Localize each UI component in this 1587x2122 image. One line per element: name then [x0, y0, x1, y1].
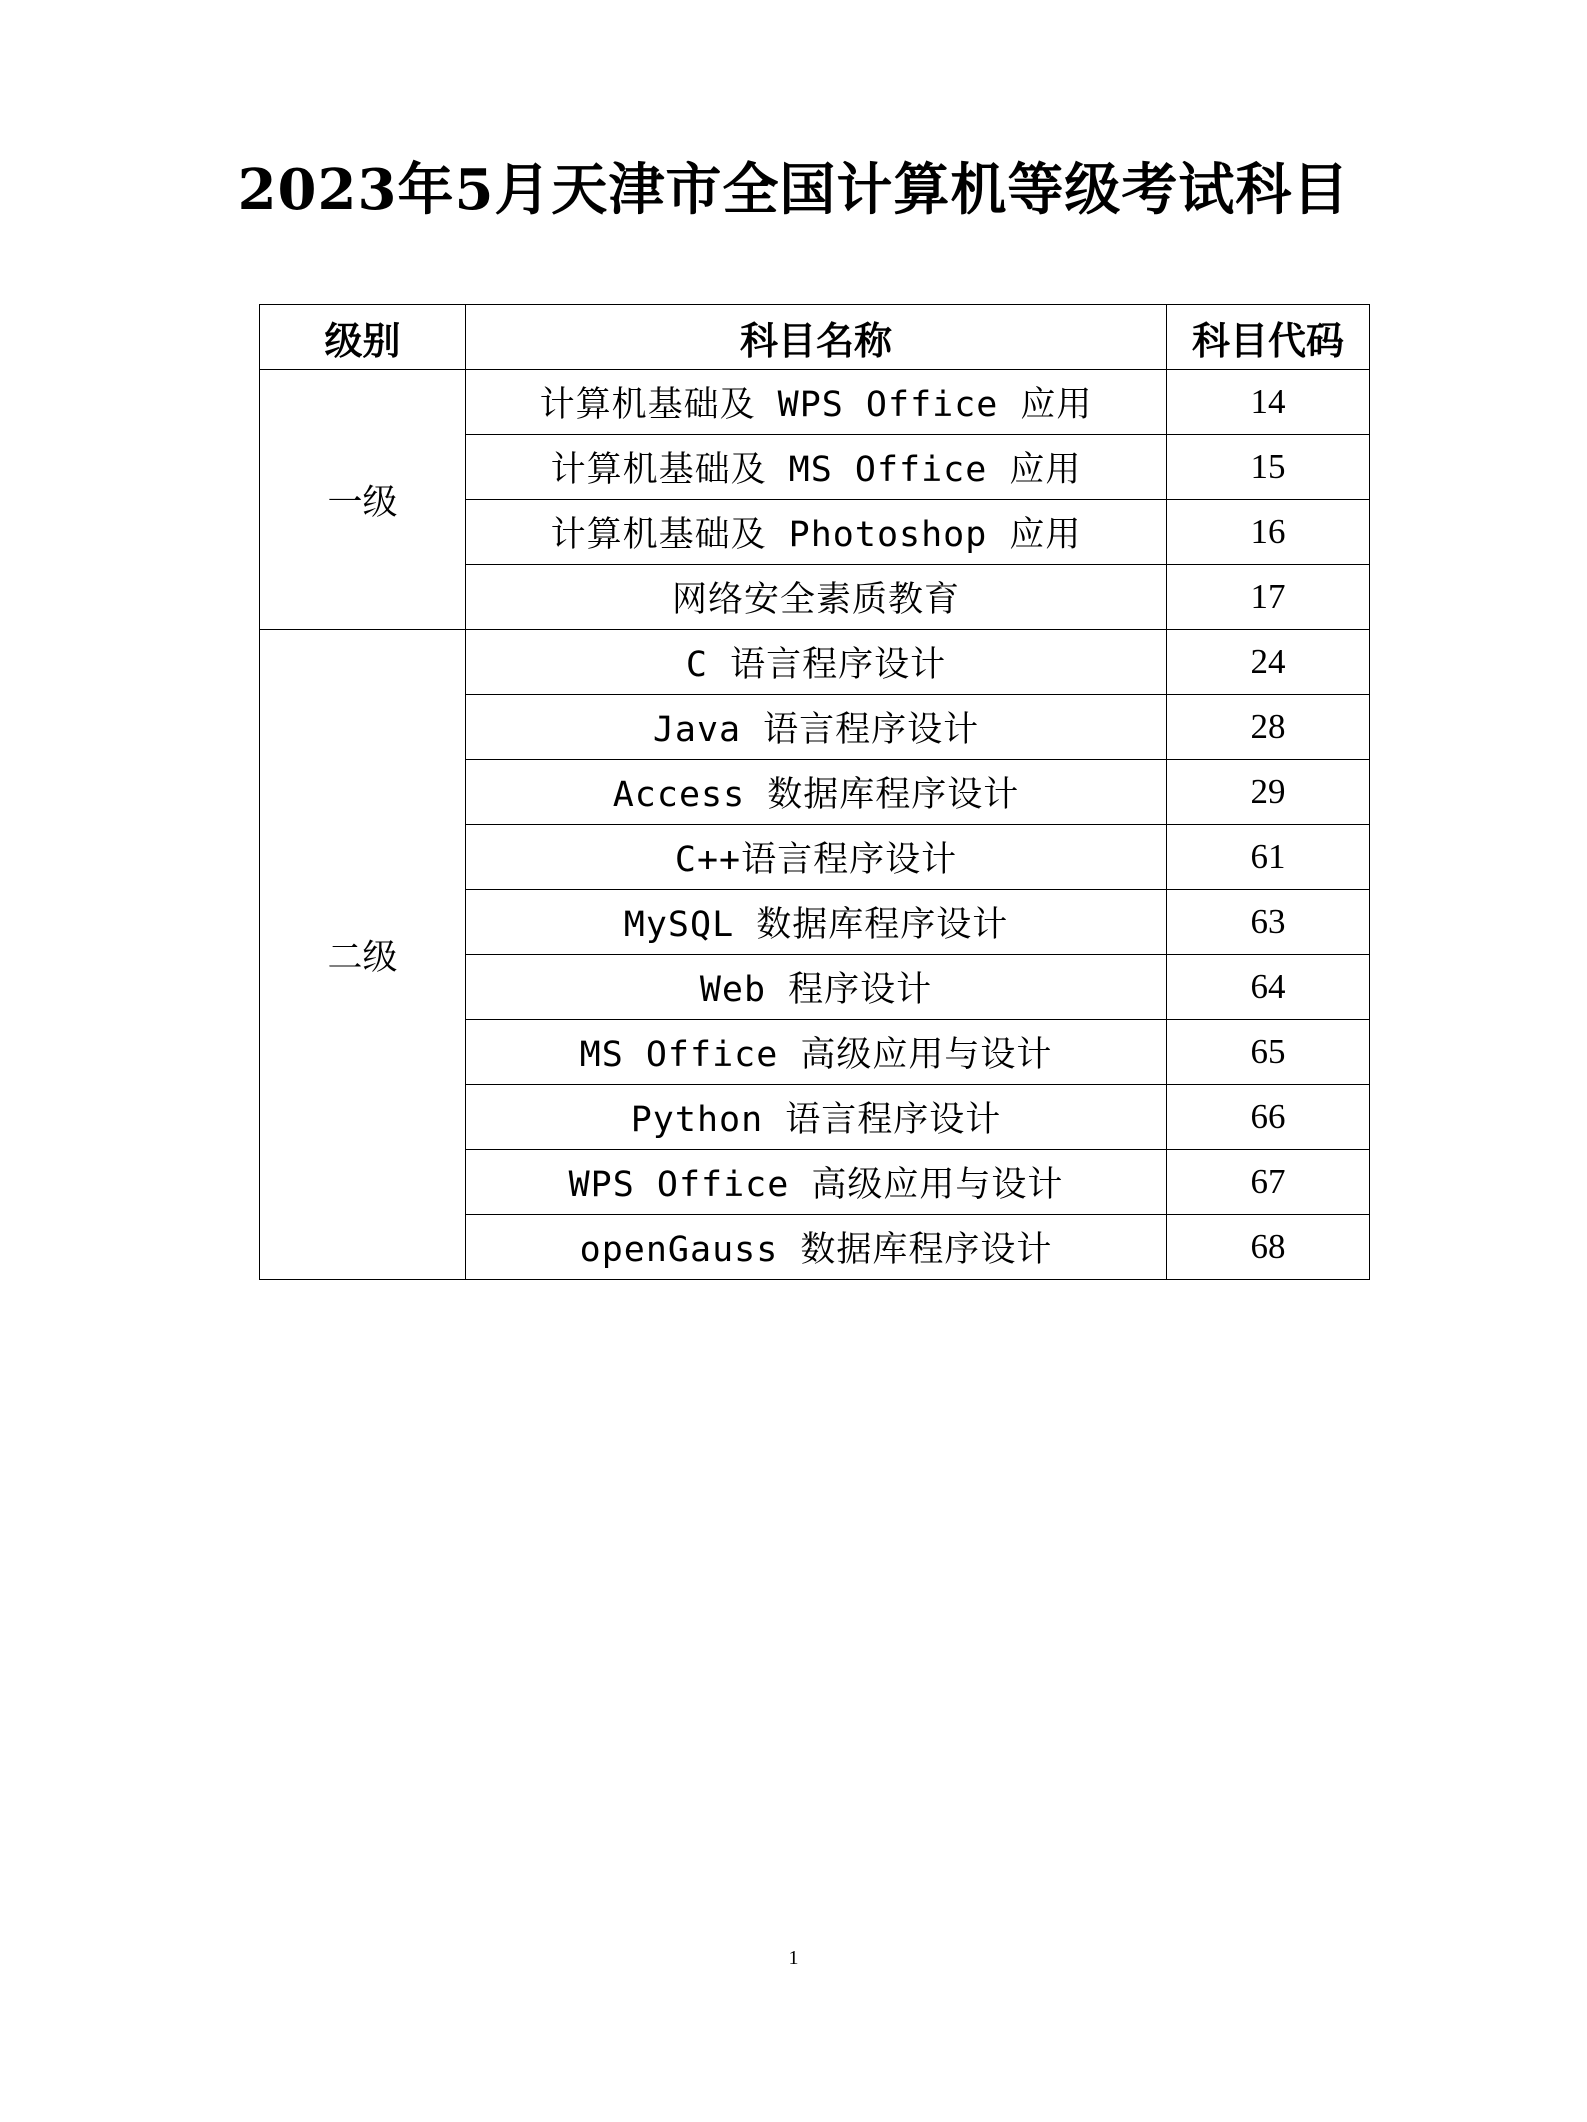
subject-code: 15 [1167, 435, 1370, 500]
subject-code: 28 [1167, 695, 1370, 760]
table-row [260, 370, 1370, 435]
subject-name: Web 程序设计 [466, 955, 1167, 1020]
subject-code: 16 [1167, 500, 1370, 565]
subject-name: C++语言程序设计 [466, 825, 1167, 890]
subject-code: 65 [1167, 1020, 1370, 1085]
subject-name: MySQL 数据库程序设计 [466, 890, 1167, 955]
subject-name: 计算机基础及 Photoshop 应用 [466, 500, 1167, 565]
subject-code: 67 [1167, 1150, 1370, 1215]
subject-name: Access 数据库程序设计 [466, 760, 1167, 825]
subject-code: 17 [1167, 565, 1370, 630]
subject-table [259, 304, 1370, 1280]
subject-name: MS Office 高级应用与设计 [466, 1020, 1167, 1085]
page-number: 1 [788, 1947, 799, 1969]
header-subject-code: 科目代码 [1167, 305, 1370, 370]
table-row [260, 630, 1370, 695]
subject-name: C 语言程序设计 [466, 630, 1167, 695]
subject-name: 计算机基础及 WPS Office 应用 [466, 370, 1167, 435]
subject-code: 64 [1167, 955, 1370, 1020]
subject-name: WPS Office 高级应用与设计 [466, 1150, 1167, 1215]
subject-code: 63 [1167, 890, 1370, 955]
subject-name: 网络安全素质教育 [466, 565, 1167, 630]
subject-name: openGauss 数据库程序设计 [466, 1215, 1167, 1280]
subject-code: 29 [1167, 760, 1370, 825]
subject-code: 66 [1167, 1085, 1370, 1150]
page-title: 2023年5月天津市全国计算机等级考试科目 [237, 157, 1350, 223]
header-level: 级别 [260, 305, 466, 370]
subject-code: 24 [1167, 630, 1370, 695]
subject-code: 14 [1167, 370, 1370, 435]
subject-name: Python 语言程序设计 [466, 1085, 1167, 1150]
subject-name: Java 语言程序设计 [466, 695, 1167, 760]
subject-code: 61 [1167, 825, 1370, 890]
table-header-row [260, 305, 1370, 370]
subject-code: 68 [1167, 1215, 1370, 1280]
level-one-cell: 一级 [260, 370, 466, 630]
level-two-cell: 二级 [260, 630, 466, 1280]
subject-name: 计算机基础及 MS Office 应用 [466, 435, 1167, 500]
header-subject-name: 科目名称 [466, 305, 1167, 370]
